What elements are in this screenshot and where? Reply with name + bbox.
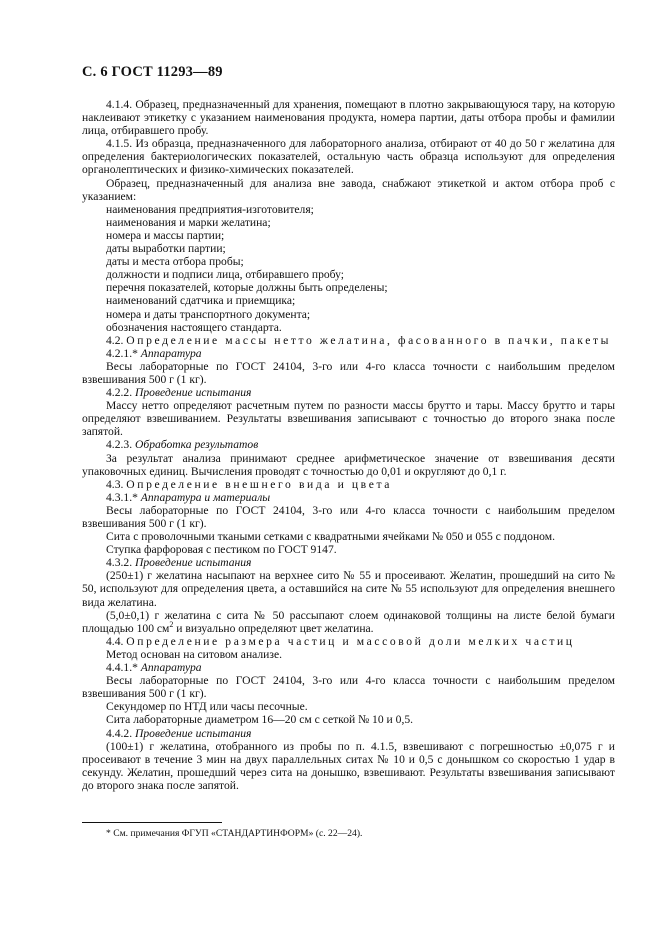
section-number: 4.2. xyxy=(106,333,124,347)
paragraph: Массу нетто определяют расчетным путем по разности массы брутто и тары. Массу брутто и тары определяют взвешиванием. Результаты взвешивания записывают с точностью до второго знака после запятой. xyxy=(82,399,615,439)
list-item: должности и подписи лица, отбиравшего пробу; xyxy=(106,268,344,282)
section-number: 4.2.1.* xyxy=(106,346,138,360)
paragraph: За результат анализа принимают среднее арифметическое значение от взвешивания десяти упаковочных единиц. Вычисления проводят с точностью до 0,01 и округляют до 0,1 г. xyxy=(82,451,615,478)
section-number: 4.4.1.* xyxy=(106,661,138,675)
paragraph: Ступка фарфоровая с пестиком по ГОСТ 9147. xyxy=(106,543,337,557)
paragraph: Секундомер по НТД или часы песочные. xyxy=(106,700,308,714)
text-run: и визуально определяют цвет желатина. xyxy=(173,621,374,635)
document-body xyxy=(82,98,615,792)
paragraph: (250±1) г желатина насыпают на верхнее сито № 55 и просеивают. Желатин, прошедший на сито № 50, используют для определения цвета, а оставшийся на сите № 55 используют для определения внешнего вида желатина. xyxy=(82,569,615,609)
section-4-4-heading xyxy=(82,635,615,648)
section-title: Проведение испытания xyxy=(135,726,252,740)
section-title: Аппаратура xyxy=(140,346,202,360)
subsection-4-2-3-heading xyxy=(82,438,615,451)
paragraph: Весы лабораторные по ГОСТ 24104, 3-го или 4-го класса точности с наибольшим пределом взвешивания 500 г (1 кг). xyxy=(82,503,615,530)
section-number: 4.2.3. xyxy=(106,438,133,452)
footnote-divider xyxy=(82,822,222,823)
section-number: 4.3.1.* xyxy=(106,490,138,504)
list-item: даты выработки партии; xyxy=(106,242,226,256)
list-item: наименования и марки желатина; xyxy=(106,215,271,229)
list-item: номера и даты транспортного документа; xyxy=(106,307,311,321)
section-number: 4.4. xyxy=(106,634,124,648)
section-title: Определение размера частиц и массовой доли мелких частиц xyxy=(126,634,575,648)
section-title: Аппаратура xyxy=(140,661,202,675)
paragraph xyxy=(82,609,615,635)
paragraph: Метод основан на ситовом анализе. xyxy=(106,647,283,661)
section-title: Определение массы нетто желатина, фасованного в пачки, пакеты xyxy=(126,333,612,347)
footnote: * См. примечания ФГУП «СТАНДАРТИНФОРМ» (с. 22—24). xyxy=(106,828,363,839)
list-item: обозначения настоящего стандарта. xyxy=(106,320,282,334)
label-intro: Образец, предназначенный для анализа вне завода, снабжают этикеткой и актом отбора проб с указанием: xyxy=(82,176,615,203)
paragraph: Сита лабораторные диаметром 16—20 см с сеткой № 10 и 0,5. xyxy=(106,713,414,727)
subsection-4-4-1-heading xyxy=(82,661,615,674)
paragraph-4-1-5: 4.1.5. Из образца, предназначенного для лабораторного анализа, отбирают от 40 до 50 г желатина для определения бактериологических показателей, остальную часть образца используют для определения органолептических и физико-химических показателей. xyxy=(82,137,615,177)
list-item: даты и места отбора пробы; xyxy=(106,255,244,269)
list-item: наименования предприятия-изготовителя; xyxy=(106,202,314,216)
section-4-2-heading xyxy=(82,334,615,347)
subsection-4-3-1-heading xyxy=(82,491,615,504)
section-title: Аппаратура и материалы xyxy=(140,490,271,504)
section-title: Определение внешнего вида и цвета xyxy=(126,477,392,491)
paragraph: Сита с проволочными ткаными сетками с квадратными ячейками № 050 и 055 с поддоном. xyxy=(106,530,555,544)
paragraph: Весы лабораторные по ГОСТ 24104, 3-го или 4-го класса точности с наибольшим пределом взвешивания 500 г (1 кг). xyxy=(82,674,615,701)
paragraph: (100±1) г желатина, отобранного из пробы по п. 4.1.5, взвешивают с погрешностью ±0,075 г и просеивают в течение 3 мин на двух параллельных ситах № 10 и 0,5 с донышком со скоростью 1 удар в секунду. Желатин, прошедший через сита на донышко, взвешивают. Результаты взвешивания записывают до второго знака после запятой. xyxy=(82,739,615,792)
list-item: перечня показателей, которые должны быть определены; xyxy=(106,281,388,295)
section-4-3-heading xyxy=(82,478,615,491)
section-number: 4.3.2. xyxy=(106,556,133,570)
section-number: 4.4.2. xyxy=(106,726,133,740)
subsection-4-2-1-heading xyxy=(82,347,615,360)
paragraph: Весы лабораторные по ГОСТ 24104, 3-го или 4-го класса точности с наибольшим пределом взвешивания 500 г (1 кг). xyxy=(82,359,615,386)
section-title: Обработка результатов xyxy=(135,438,259,452)
section-number: 4.2.2. xyxy=(106,386,133,400)
page-header: С. 6 ГОСТ 11293—89 xyxy=(82,64,223,80)
text-run: (5,0±0,1) г желатина с сита № 50 рассыпают слоем одинаковой толщины на листе белой бумаги площадью 100 см xyxy=(82,608,615,635)
paragraph-4-1-4: 4.1.4. Образец, предназначенный для хранения, помещают в плотно закрывающуюся тару, на которую наклеивают этикетку с указанием наименования продукта, номера партии, даты отбора пробы и фамилии лица, отбиравшего пробу. xyxy=(82,98,615,138)
list-item: номера и массы партии; xyxy=(106,228,225,242)
list-item: наименований сдатчика и приемщика; xyxy=(106,294,296,308)
section-title: Проведение испытания xyxy=(135,556,252,570)
subsection-4-4-2-heading xyxy=(82,727,615,740)
section-title: Проведение испытания xyxy=(135,386,252,400)
subsection-4-3-2-heading xyxy=(82,556,615,569)
section-number: 4.3. xyxy=(106,477,124,491)
superscript: 2 xyxy=(169,619,174,629)
subsection-4-2-2-heading xyxy=(82,386,615,399)
